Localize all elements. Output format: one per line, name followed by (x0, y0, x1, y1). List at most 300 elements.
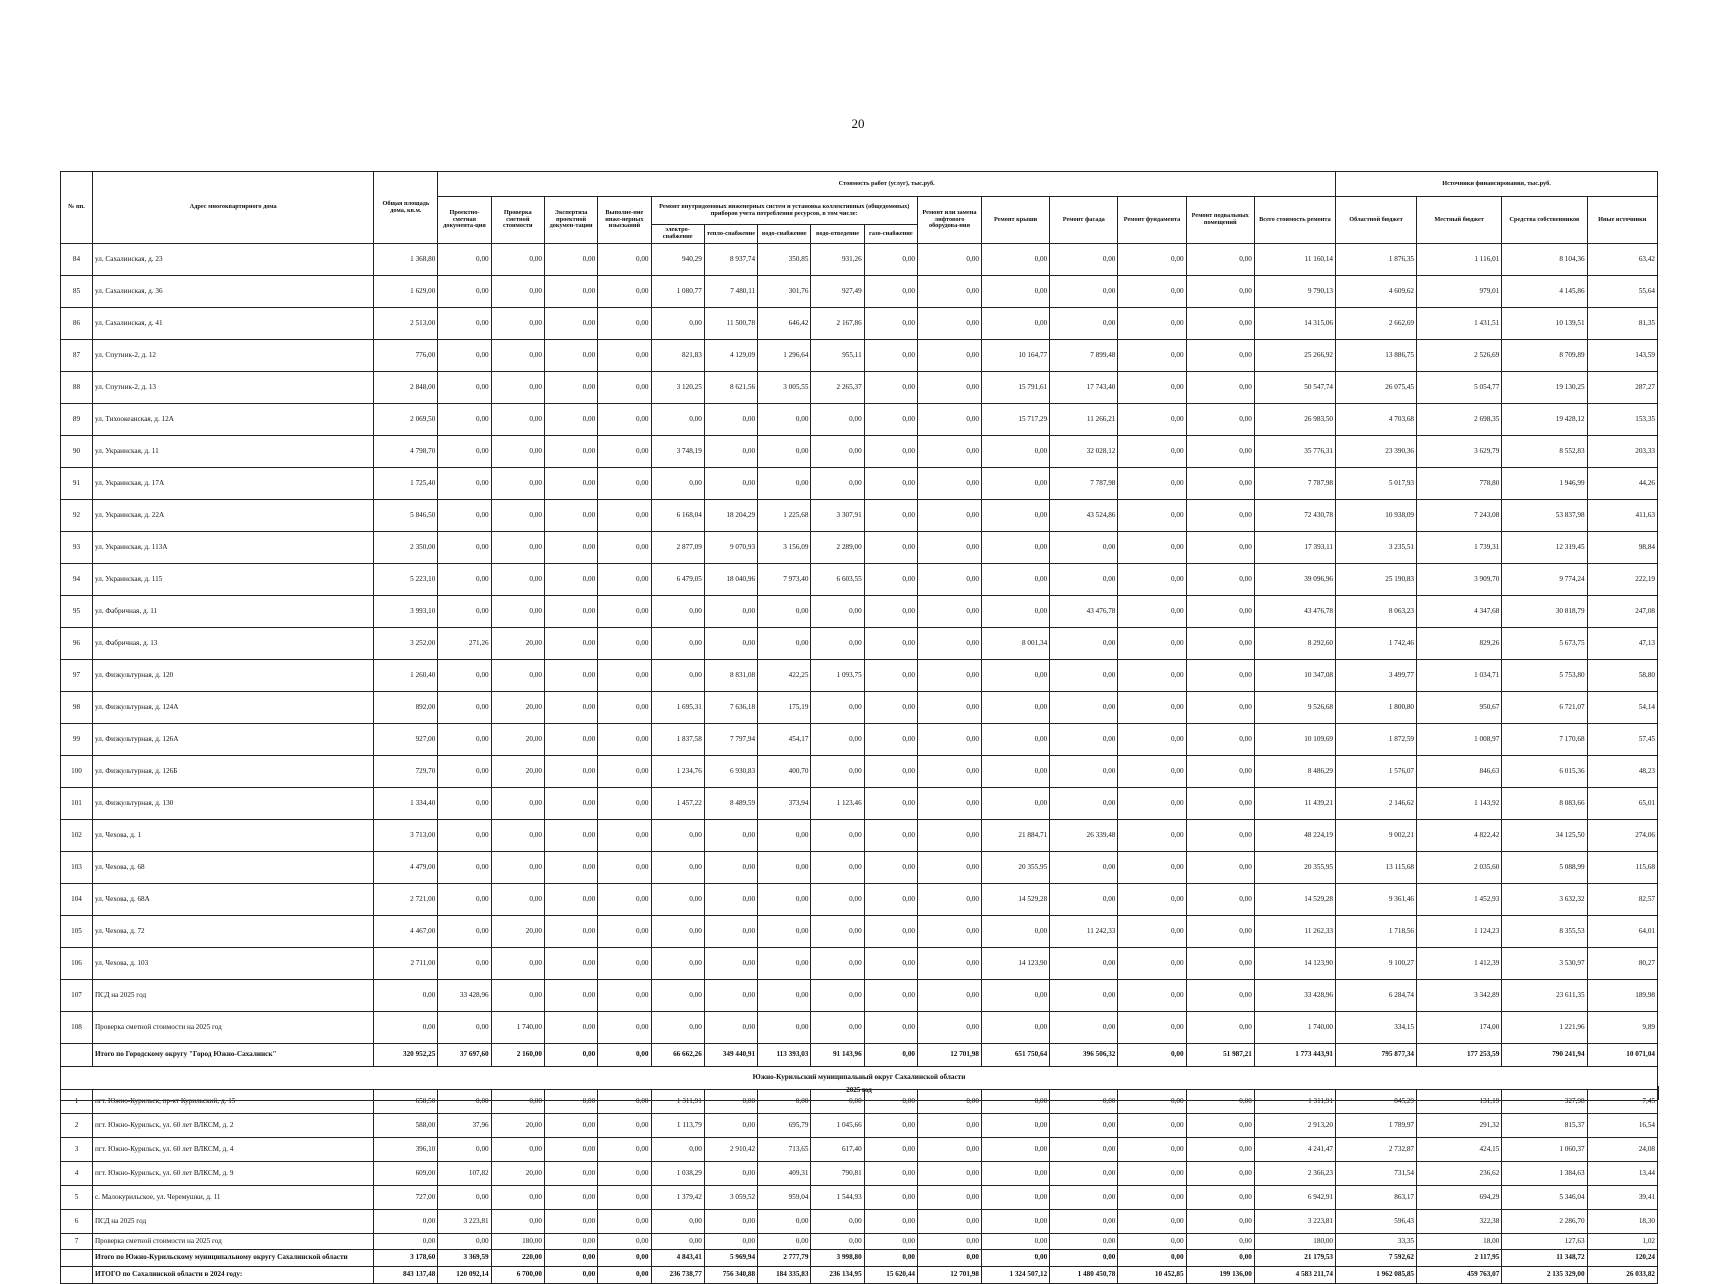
row-value: 0,00 (438, 1090, 491, 1114)
row-value: 0,00 (758, 1090, 811, 1114)
row-value: 0,00 (598, 660, 651, 692)
row-value: 0,00 (811, 756, 864, 788)
row-value: 6 721,07 (1502, 692, 1587, 724)
row-value: 0,00 (1050, 692, 1118, 724)
row-value: 4 347,68 (1417, 596, 1502, 628)
row-value: 1 260,40 (374, 660, 438, 692)
row-number: 94 (61, 564, 93, 596)
row-value: 0,00 (864, 564, 917, 596)
row-number: 88 (61, 372, 93, 404)
row-value: 9 774,24 (1502, 564, 1587, 596)
row-number: 1 (61, 1090, 93, 1114)
col-design-docs: Проектно-сметная документа-ция (438, 197, 491, 244)
row-address: ул. Физкультурная, д. 126Б (92, 756, 373, 788)
row-address: ул. Чехова, д. 1 (92, 820, 373, 852)
table-row (61, 500, 1658, 532)
row-number: 84 (61, 244, 93, 276)
table-row (61, 244, 1658, 276)
table-row (61, 1138, 1658, 1162)
row-value: 0,00 (864, 948, 917, 980)
row-number: 96 (61, 628, 93, 660)
col-elevator: Ремонт или замена лифтового оборудова-ния (918, 197, 982, 244)
row-value: 1 412,39 (1417, 948, 1502, 980)
row-value: 30 818,79 (1502, 596, 1587, 628)
row-value: 7 787,98 (1050, 468, 1118, 500)
row-value: 0,00 (864, 1186, 917, 1210)
row-value: 32 028,12 (1050, 436, 1118, 468)
total-value: 756 340,88 (704, 1267, 757, 1284)
row-value: 14 529,28 (1254, 884, 1335, 916)
row-value: 2 698,35 (1417, 404, 1502, 436)
row-value: 1 060,37 (1502, 1138, 1587, 1162)
row-value: 0,00 (598, 372, 651, 404)
row-value: 0,00 (544, 372, 597, 404)
row-value: 1 311,91 (651, 1090, 704, 1114)
row-value: 3 748,19 (651, 436, 704, 468)
row-value: 0,00 (1050, 1162, 1118, 1186)
total-label: ИТОГО по Сахалинской области в 2024 году: (92, 1267, 373, 1284)
col-basement: Ремонт подвальных помещений (1186, 197, 1254, 244)
row-value: 20,00 (491, 692, 544, 724)
row-value: 0,00 (1118, 820, 1186, 852)
row-number: 103 (61, 852, 93, 884)
row-value: 0,00 (598, 596, 651, 628)
row-value: 20,00 (491, 916, 544, 948)
row-value: 0,00 (491, 500, 544, 532)
row-value: 0,00 (438, 756, 491, 788)
row-value: 0,00 (918, 1234, 982, 1250)
row-value: 863,17 (1336, 1186, 1417, 1210)
row-value: 0,00 (918, 596, 982, 628)
row-value: 8 001,34 (981, 628, 1049, 660)
row-value: 0,00 (1118, 756, 1186, 788)
row-value: 0,00 (438, 564, 491, 596)
total-value: 396 506,32 (1050, 1044, 1118, 1067)
total-value: 21 179,53 (1254, 1250, 1335, 1267)
row-value: 0,00 (758, 404, 811, 436)
row-value: 0,00 (811, 596, 864, 628)
row-value: 0,00 (438, 244, 491, 276)
row-value: 0,00 (981, 1138, 1049, 1162)
row-address: ПСД на 2025 год (92, 1210, 373, 1234)
row-value: 0,00 (704, 916, 757, 948)
row-value: 6 015,36 (1502, 756, 1587, 788)
row-value: 11 160,14 (1254, 244, 1335, 276)
row-number: 105 (61, 916, 93, 948)
row-value: 5 673,75 (1502, 628, 1587, 660)
row-value: 0,00 (1186, 788, 1254, 820)
row-value: 1 740,00 (1254, 1012, 1335, 1044)
total-value: 0,00 (544, 1250, 597, 1267)
row-value: 16,54 (1587, 1114, 1657, 1138)
row-value: 454,17 (758, 724, 811, 756)
row-number: 90 (61, 436, 93, 468)
table-row (61, 372, 1658, 404)
row-value: 21 884,71 (981, 820, 1049, 852)
row-value: 23 390,36 (1336, 436, 1417, 468)
row-value: 0,00 (758, 852, 811, 884)
footer-year-label: 2025 год (846, 1086, 872, 1094)
total-value: 2 135 329,00 (1502, 1267, 1587, 1284)
row-value: 609,00 (374, 1162, 438, 1186)
row-number: 106 (61, 948, 93, 980)
row-value: 0,00 (651, 1210, 704, 1234)
row-value: 1 124,23 (1417, 916, 1502, 948)
total-row-number (61, 1250, 93, 1267)
row-value: 43 524,86 (1050, 500, 1118, 532)
row-value: 695,79 (758, 1114, 811, 1138)
row-value: 927,00 (374, 724, 438, 756)
row-number: 92 (61, 500, 93, 532)
row-value: 33,35 (1336, 1234, 1417, 1250)
row-value: 0,00 (438, 1186, 491, 1210)
row-value: 0,00 (1118, 276, 1186, 308)
total-value: 0,00 (864, 1250, 917, 1267)
row-value: 0,00 (1118, 532, 1186, 564)
row-value: 0,00 (758, 596, 811, 628)
row-value: 0,00 (438, 276, 491, 308)
row-value: 1 431,51 (1417, 308, 1502, 340)
total-value: 0,00 (918, 1250, 982, 1267)
row-value: 0,00 (864, 276, 917, 308)
row-value: 0,00 (491, 788, 544, 820)
col-total-cost: Всего стоимость ремонта (1254, 197, 1335, 244)
row-address: ул. Тихоокеанская, д. 12А (92, 404, 373, 436)
row-value: 0,00 (491, 660, 544, 692)
row-value: 0,00 (598, 1210, 651, 1234)
total-value: 843 137,48 (374, 1267, 438, 1284)
row-value: 0,00 (1186, 372, 1254, 404)
row-value: 0,00 (438, 468, 491, 500)
row-address: пгт. Южно-Курильск, ул. 60 лет ВЛКСМ, д. 2 (92, 1114, 373, 1138)
row-number: 6 (61, 1210, 93, 1234)
total-row (61, 1044, 1658, 1067)
row-value: 0,00 (544, 1114, 597, 1138)
row-value: 0,00 (981, 532, 1049, 564)
row-address: ул. Физкультурная, д. 120 (92, 660, 373, 692)
row-value: 0,00 (544, 788, 597, 820)
total-value: 0,00 (981, 1250, 1049, 1267)
row-value: 396,10 (374, 1138, 438, 1162)
row-value: 3 156,09 (758, 532, 811, 564)
table-row (61, 692, 1658, 724)
row-value: 1 837,58 (651, 724, 704, 756)
row-value: 0,00 (704, 436, 757, 468)
row-value: 0,00 (864, 500, 917, 532)
row-value: 0,00 (1050, 1114, 1118, 1138)
row-value: 17 743,40 (1050, 372, 1118, 404)
row-address: ул. Чехова, д. 72 (92, 916, 373, 948)
row-value: 0,00 (918, 308, 982, 340)
row-value: 0,00 (1186, 596, 1254, 628)
row-value: 2 350,00 (374, 532, 438, 564)
col-group-cost: Стоимость работ (услуг), тыс.руб. (438, 172, 1336, 197)
row-value: 274,06 (1587, 820, 1657, 852)
row-value: 0,00 (651, 916, 704, 948)
row-value: 0,00 (438, 372, 491, 404)
row-number: 104 (61, 884, 93, 916)
row-address: ул. Физкультурная, д. 126А (92, 724, 373, 756)
row-value: 0,00 (918, 1138, 982, 1162)
row-value: 0,00 (1118, 244, 1186, 276)
row-value: 0,00 (544, 724, 597, 756)
row-value: 4 798,70 (374, 436, 438, 468)
total-value: 1 480 450,78 (1050, 1267, 1118, 1284)
row-value: 174,00 (1417, 1012, 1502, 1044)
row-value: 19 428,12 (1502, 404, 1587, 436)
row-value: 2 035,60 (1417, 852, 1502, 884)
row-value: 927,49 (811, 276, 864, 308)
total-value: 1 962 085,85 (1336, 1267, 1417, 1284)
row-value: 3 629,79 (1417, 436, 1502, 468)
row-value: 0,00 (1118, 1234, 1186, 1250)
row-value: 0,00 (918, 244, 982, 276)
total-value: 349 440,91 (704, 1044, 757, 1067)
row-value: 2 877,09 (651, 532, 704, 564)
row-value: 0,00 (918, 1210, 982, 1234)
row-value: 0,00 (1050, 532, 1118, 564)
row-value: 1 045,66 (811, 1114, 864, 1138)
row-value: 727,00 (374, 1186, 438, 1210)
row-value: 0,00 (598, 788, 651, 820)
row-value: 0,00 (598, 500, 651, 532)
repair-cost-table-container (60, 171, 1658, 1284)
row-value: 729,70 (374, 756, 438, 788)
total-value: 0,00 (1186, 1250, 1254, 1267)
row-value: 0,00 (864, 340, 917, 372)
row-value: 0,00 (704, 596, 757, 628)
row-value: 1 742,46 (1336, 628, 1417, 660)
row-value: 0,00 (438, 820, 491, 852)
row-value: 0,00 (1186, 884, 1254, 916)
row-value: 0,00 (1118, 788, 1186, 820)
row-value: 1 718,56 (1336, 916, 1417, 948)
total-value: 1 773 443,91 (1254, 1044, 1335, 1067)
row-value: 0,00 (1186, 532, 1254, 564)
table-row (61, 820, 1658, 852)
total-value: 26 033,82 (1587, 1267, 1657, 1284)
row-value: 0,00 (1050, 980, 1118, 1012)
row-value: 0,00 (1186, 756, 1254, 788)
row-value: 0,00 (1050, 1210, 1118, 1234)
row-value: 9,89 (1587, 1012, 1657, 1044)
row-value: 0,00 (544, 628, 597, 660)
row-value: 43 476,78 (1254, 596, 1335, 628)
row-value: 57,45 (1587, 724, 1657, 756)
row-value: 0,00 (1118, 436, 1186, 468)
row-value: 0,00 (651, 596, 704, 628)
row-value: 0,00 (598, 820, 651, 852)
row-value: 0,00 (864, 1012, 917, 1044)
row-value: 776,00 (374, 340, 438, 372)
row-value: 0,00 (491, 468, 544, 500)
row-value: 64,01 (1587, 916, 1657, 948)
row-address: ул. Физкультурная, д. 130 (92, 788, 373, 820)
row-value: 20,00 (491, 628, 544, 660)
row-value: 0,00 (918, 1012, 982, 1044)
total-value: 12 701,98 (918, 1044, 982, 1067)
row-value: 0,00 (758, 916, 811, 948)
table-row (61, 628, 1658, 660)
row-value: 0,00 (1118, 884, 1186, 916)
row-value: 2 526,69 (1417, 340, 1502, 372)
row-value: 0,00 (491, 980, 544, 1012)
row-value: 0,00 (981, 980, 1049, 1012)
row-value: 0,00 (1186, 692, 1254, 724)
row-value: 7 480,11 (704, 276, 757, 308)
row-value: 39 096,96 (1254, 564, 1335, 596)
row-value: 0,00 (918, 756, 982, 788)
row-value: 0,00 (1186, 724, 1254, 756)
row-value: 1 311,91 (1254, 1090, 1335, 1114)
row-value: 955,11 (811, 340, 864, 372)
total-value: 0,00 (1118, 1044, 1186, 1067)
row-value: 0,00 (758, 628, 811, 660)
row-value: 0,00 (438, 948, 491, 980)
row-value: 5 753,80 (1502, 660, 1587, 692)
row-value: 4 822,42 (1417, 820, 1502, 852)
row-value: 3 120,25 (651, 372, 704, 404)
row-value: 0,00 (981, 436, 1049, 468)
row-value: 44,26 (1587, 468, 1657, 500)
row-value: 0,00 (374, 1210, 438, 1234)
row-value: 0,00 (651, 468, 704, 500)
row-value: 0,00 (704, 1162, 757, 1186)
total-value: 3 178,60 (374, 1250, 438, 1267)
row-value: 940,29 (651, 244, 704, 276)
row-value: 8 937,74 (704, 244, 757, 276)
row-value: 0,00 (864, 628, 917, 660)
row-value: 0,00 (864, 788, 917, 820)
row-value: 8 486,29 (1254, 756, 1335, 788)
row-value: 0,00 (491, 948, 544, 980)
row-value: 0,00 (1118, 404, 1186, 436)
row-value: 931,26 (811, 244, 864, 276)
row-value: 153,35 (1587, 404, 1657, 436)
row-value: 0,00 (1186, 948, 1254, 980)
row-value: 55,64 (1587, 276, 1657, 308)
row-value: 3 342,89 (1417, 980, 1502, 1012)
row-value: 20,00 (491, 724, 544, 756)
row-value: 72 430,78 (1254, 500, 1335, 532)
row-value: 143,59 (1587, 340, 1657, 372)
col-roof: Ремонт крыши (981, 197, 1049, 244)
row-value: 0,00 (491, 532, 544, 564)
total-value: 3 998,80 (811, 1250, 864, 1267)
row-value: 127,63 (1502, 1234, 1587, 1250)
row-value: 0,00 (491, 276, 544, 308)
row-value: 0,00 (864, 756, 917, 788)
total-value: 0,00 (1118, 1250, 1186, 1267)
total-value: 4 843,41 (651, 1250, 704, 1267)
total-label: Итого по Южно-Курильскому муниципальному округу Сахалинской области (92, 1250, 373, 1267)
total-value: 0,00 (864, 1044, 917, 1067)
row-value: 6 284,74 (1336, 980, 1417, 1012)
row-value: 0,00 (651, 820, 704, 852)
row-value: 7 636,18 (704, 692, 757, 724)
row-value: 0,00 (758, 436, 811, 468)
total-value: 113 393,03 (758, 1044, 811, 1067)
total-value: 220,00 (491, 1250, 544, 1267)
row-value: 1 334,40 (374, 788, 438, 820)
row-value: 14 123,90 (1254, 948, 1335, 980)
row-value: 2 146,62 (1336, 788, 1417, 820)
total-value: 184 335,83 (758, 1267, 811, 1284)
row-value: 18 204,29 (704, 500, 757, 532)
row-value: 2 732,87 (1336, 1138, 1417, 1162)
table-row (61, 884, 1658, 916)
row-value: 400,70 (758, 756, 811, 788)
row-value: 0,00 (598, 468, 651, 500)
row-address: ул. Украинская, д. 22А (92, 500, 373, 532)
row-value: 0,00 (918, 340, 982, 372)
row-value: 107,82 (438, 1162, 491, 1186)
row-value: 180,00 (1254, 1234, 1335, 1250)
row-number: 100 (61, 756, 93, 788)
row-value: 0,00 (864, 884, 917, 916)
row-value: 0,00 (1050, 884, 1118, 916)
table-row (61, 276, 1658, 308)
row-value: 1 113,79 (651, 1114, 704, 1138)
row-number: 5 (61, 1186, 93, 1210)
row-value: 2 662,69 (1336, 308, 1417, 340)
row-value: 0,00 (864, 852, 917, 884)
row-value: 10 164,77 (981, 340, 1049, 372)
row-value: 0,00 (918, 660, 982, 692)
row-address: ул. Украинская, д. 113А (92, 532, 373, 564)
row-value: 0,00 (544, 1138, 597, 1162)
row-value: 0,00 (544, 564, 597, 596)
row-value: 6 930,83 (704, 756, 757, 788)
row-value: 0,00 (864, 308, 917, 340)
row-value: 0,00 (811, 692, 864, 724)
row-value: 53 837,98 (1502, 500, 1587, 532)
row-value: 0,00 (704, 628, 757, 660)
col-water: водо-снабжение (758, 225, 811, 244)
row-address: ул. Спутник-2, д. 13 (92, 372, 373, 404)
row-value: 373,94 (758, 788, 811, 820)
row-value: 0,00 (1118, 1012, 1186, 1044)
row-value: 0,00 (598, 1234, 651, 1250)
col-gas: газо-снабжение (864, 225, 917, 244)
row-value: 3 713,00 (374, 820, 438, 852)
row-value: 0,00 (438, 500, 491, 532)
row-value: 0,00 (374, 1234, 438, 1250)
row-value: 0,00 (1118, 372, 1186, 404)
row-value: 0,00 (598, 308, 651, 340)
row-value: 0,00 (704, 1210, 757, 1234)
row-value: 0,00 (1050, 1186, 1118, 1210)
row-value: 0,00 (651, 980, 704, 1012)
row-value: 0,00 (1186, 404, 1254, 436)
row-address: с. Малокурильское, ул. Черемушки, д. 11 (92, 1186, 373, 1210)
row-value: 713,65 (758, 1138, 811, 1162)
row-value: 0,00 (918, 1090, 982, 1114)
col-sewer: водо-отведение (811, 225, 864, 244)
total-value: 177 253,59 (1417, 1044, 1502, 1067)
row-value: 0,00 (1186, 564, 1254, 596)
row-value: 0,00 (1186, 916, 1254, 948)
row-value: 6 942,91 (1254, 1186, 1335, 1210)
row-value: 9 526,68 (1254, 692, 1335, 724)
row-value: 2 366,23 (1254, 1162, 1335, 1186)
table-row (61, 564, 1658, 596)
row-value: 3 223,81 (438, 1210, 491, 1234)
page-number: 20 (851, 116, 865, 131)
row-value: 2 721,00 (374, 884, 438, 916)
row-value: 3 252,00 (374, 628, 438, 660)
row-value: 39,41 (1587, 1186, 1657, 1210)
